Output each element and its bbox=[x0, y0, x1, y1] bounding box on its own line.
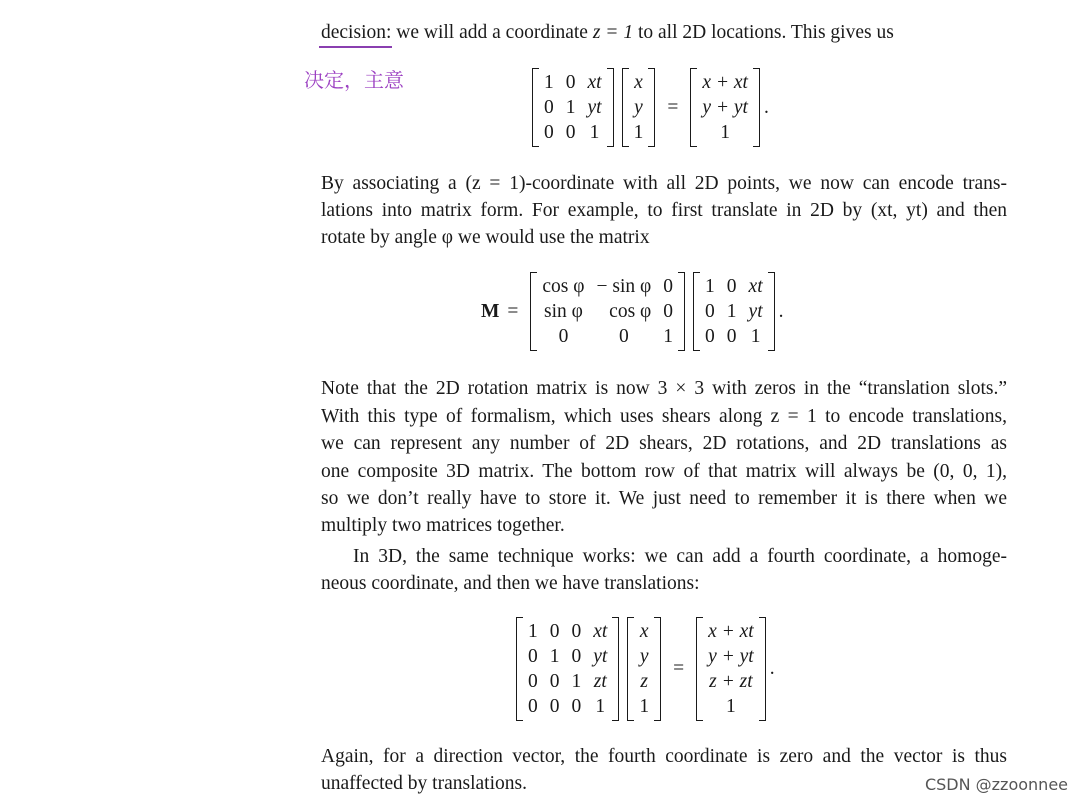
matrix-cell: 0 bbox=[663, 276, 674, 297]
matrix-cell: sin φ bbox=[544, 301, 583, 322]
matrix-cell: xt bbox=[748, 276, 763, 297]
matrix-cell: xt bbox=[593, 621, 608, 642]
paragraph-line: multiply two matrices together. bbox=[321, 515, 565, 536]
point-vector bbox=[622, 70, 656, 145]
intro-line bbox=[321, 19, 1007, 46]
equals-sign: = bbox=[667, 96, 679, 118]
matrix-cell: cos φ bbox=[542, 276, 585, 297]
matrix-cell: 0 bbox=[571, 646, 582, 667]
matrix-cell: 1 bbox=[565, 97, 576, 118]
matrix-cell: xt bbox=[587, 72, 602, 93]
matrix-cell: 0 bbox=[549, 621, 560, 642]
matrix-cell: 1 bbox=[750, 326, 761, 347]
translation-matrix-4x4 bbox=[516, 619, 619, 719]
vector-cell: x + xt bbox=[702, 72, 748, 93]
matrix-cell: 0 bbox=[619, 326, 629, 347]
rotation-matrix bbox=[530, 274, 685, 349]
paragraph-line: In 3D, the same technique works: we can add a fourth coordinate, a homoge- bbox=[353, 546, 1007, 567]
period: . bbox=[763, 96, 769, 118]
vector-cell: 1 bbox=[633, 122, 644, 143]
vector-cell: x bbox=[634, 72, 643, 93]
matrix-cell: 1 bbox=[595, 696, 606, 717]
matrix-cell: 0 bbox=[549, 671, 560, 692]
vector-cell: y bbox=[634, 97, 643, 118]
matrix-cell: 0 bbox=[705, 301, 715, 322]
result-vector bbox=[690, 70, 760, 145]
paragraph-line: By associating a (z = 1)-coordinate with all 2D points, we now can encode trans- bbox=[321, 173, 1007, 194]
matrix-cell: yt bbox=[587, 97, 602, 118]
matrix-cell: zt bbox=[593, 671, 607, 692]
matrix-cell: yt bbox=[593, 646, 608, 667]
paragraph-line: Note that the 2D rotation matrix is now 3 × 3 with zeros in the “translation slots.” bbox=[321, 378, 1007, 399]
paragraph-line: With this type of formalism, which uses shears along z = 1 to encode translations, bbox=[321, 406, 1007, 427]
translation-matrix bbox=[532, 70, 614, 145]
equation-2d-translation bbox=[528, 70, 769, 145]
equation-3d-translation bbox=[512, 619, 775, 719]
matrix-cell: 0 bbox=[663, 301, 674, 322]
watermark: CSDN @zzoonnee bbox=[924, 775, 1068, 794]
vector-cell: 1 bbox=[726, 696, 736, 717]
matrix-cell: 0 bbox=[571, 621, 582, 642]
equals-sign: = bbox=[673, 658, 685, 679]
paragraph-line: rotate by angle φ we would use the matrix bbox=[321, 227, 650, 248]
matrix-cell: 0 bbox=[549, 696, 560, 717]
matrix-cell: 0 bbox=[565, 72, 576, 93]
vector-cell: 1 bbox=[639, 696, 650, 717]
matrix-cell: 1 bbox=[544, 72, 554, 93]
vector-cell: z + zt bbox=[709, 671, 753, 692]
matrix-m-symbol: M bbox=[481, 300, 500, 322]
period: . bbox=[778, 300, 784, 322]
matrix-cell: 1 bbox=[726, 301, 737, 322]
matrix-cell: 0 bbox=[726, 276, 737, 297]
paragraph-line: neous coordinate, and then we have translations: bbox=[321, 573, 700, 594]
result-vector-4d bbox=[696, 619, 766, 719]
matrix-cell: 0 bbox=[571, 696, 582, 717]
handwritten-annotation: 决定，主意 bbox=[304, 68, 404, 92]
vector-cell: y + yt bbox=[702, 97, 748, 118]
matrix-cell: 0 bbox=[528, 671, 538, 692]
vector-cell: y bbox=[639, 646, 649, 667]
matrix-cell: 1 bbox=[705, 276, 715, 297]
matrix-cell: 0 bbox=[528, 696, 538, 717]
matrix-cell: 1 bbox=[549, 646, 560, 667]
matrix-cell: 0 bbox=[544, 122, 554, 143]
point-vector-4d bbox=[627, 619, 661, 719]
paragraph-line: we can represent any number of 2D shears, 2D rotations, and 2D translations as bbox=[321, 433, 1007, 454]
vector-cell: y + yt bbox=[708, 646, 754, 667]
vector-cell: x bbox=[639, 621, 649, 642]
paragraph-line: one composite 3D matrix. The bottom row of that matrix will always be (0, 0, 1), bbox=[321, 461, 1007, 482]
matrix-cell: − sin φ bbox=[596, 276, 652, 297]
intro-text-b: to all 2D locations. This gives us bbox=[633, 22, 894, 43]
matrix-cell: 1 bbox=[589, 122, 600, 143]
matrix-cell: 0 bbox=[558, 326, 569, 347]
vector-cell: z bbox=[640, 671, 648, 692]
period: . bbox=[769, 658, 775, 679]
intro-text-a: we will add a coordinate bbox=[391, 22, 593, 43]
matrix-cell: 1 bbox=[663, 326, 674, 347]
equation-rotation-translation bbox=[481, 274, 784, 349]
matrix-cell: 0 bbox=[726, 326, 737, 347]
equals-sign: = bbox=[507, 300, 519, 322]
matrix-cell: yt bbox=[748, 301, 763, 322]
vector-cell: 1 bbox=[720, 122, 731, 143]
matrix-cell: 1 bbox=[571, 671, 582, 692]
highlighted-word: decision: bbox=[321, 19, 391, 46]
matrix-cell: cos φ bbox=[609, 301, 652, 322]
intro-math: z = 1 bbox=[592, 22, 634, 43]
paragraph-line: so we don’t really have to store it. We just need to remember it is there when we bbox=[321, 488, 1007, 509]
matrix-cell: 0 bbox=[565, 122, 576, 143]
matrix-cell: 0 bbox=[528, 646, 538, 667]
matrix-cell: 1 bbox=[528, 621, 538, 642]
paragraph-line: unaffected by translations. bbox=[321, 773, 527, 794]
vector-cell: x + xt bbox=[708, 621, 754, 642]
translation-matrix bbox=[693, 274, 775, 349]
matrix-cell: 0 bbox=[544, 97, 554, 118]
matrix-cell: 0 bbox=[705, 326, 715, 347]
paragraph-line: Again, for a direction vector, the fourth coordinate is zero and the vector is thus bbox=[321, 746, 1007, 767]
paragraph-line: lations into matrix form. For example, to first translate in 2D by (xt, yt) and then bbox=[321, 200, 1007, 221]
